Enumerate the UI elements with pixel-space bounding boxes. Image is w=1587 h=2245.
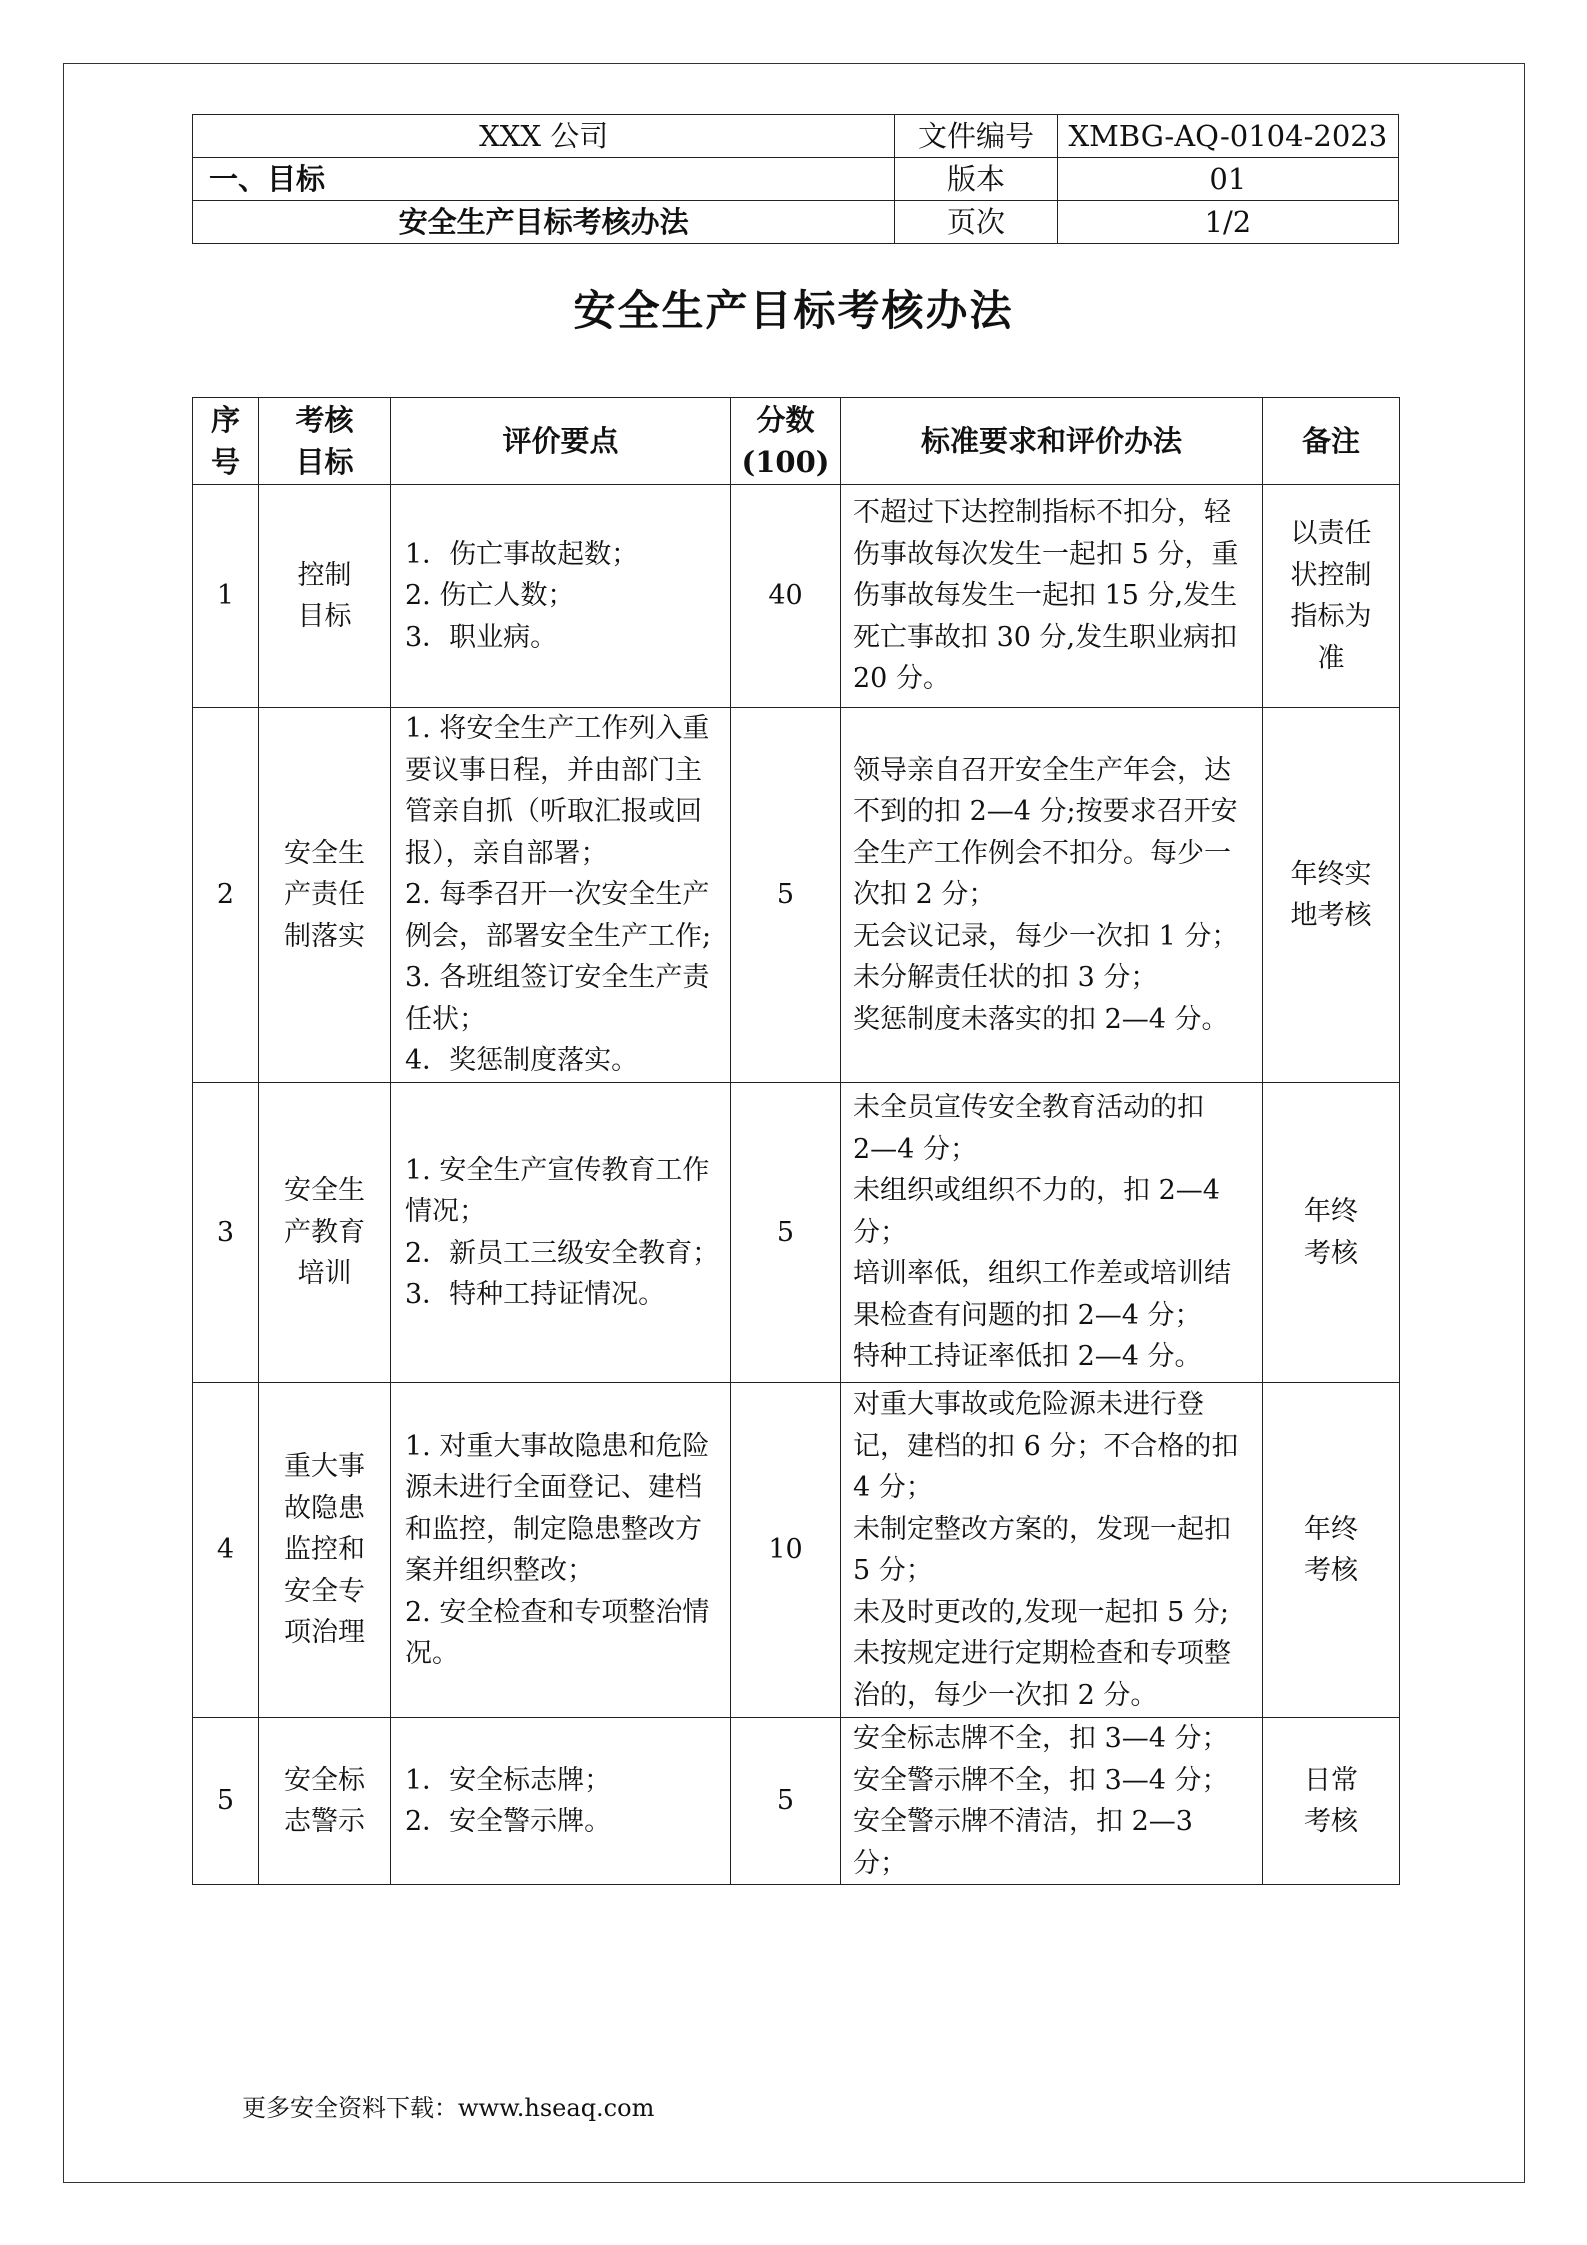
assessment-goal-line: 安全标	[284, 1764, 365, 1796]
table-row	[193, 1383, 1400, 1718]
table-header-row	[193, 398, 1400, 485]
evaluation-points-line: 1. 对重大事故隐患和危险	[405, 1430, 710, 1462]
assessment-goal-line: 重大事	[284, 1451, 365, 1483]
evaluation-points-line: 例会，部署安全生产工作;	[405, 920, 712, 952]
standard-method-line: 无会议记录，每少一次扣 1 分；	[853, 920, 1239, 952]
doc-number-value: XMBG-AQ-0104-2023	[1057, 115, 1398, 158]
assessment-goal-line: 制落实	[284, 920, 365, 952]
page-title: 安全生产目标考核办法	[573, 286, 1014, 335]
standard-method-line: 记，建档的扣 6 分；不合格的扣	[853, 1430, 1239, 1462]
evaluation-points	[391, 708, 731, 1083]
standard-method-line: 特种工持证率低扣 2—4 分。	[853, 1341, 1202, 1373]
column-header-goal: 考核 目标	[259, 398, 391, 485]
version-label: 版本	[895, 158, 1057, 201]
remark-line: 考核	[1304, 1806, 1358, 1837]
standard-method-line: 果检查有问题的扣 2—4 分；	[853, 1299, 1202, 1331]
standard-method-line: 不超过下达控制指标不扣分，轻	[853, 497, 1231, 529]
standard-method-line: 培训率低，组织工作差或培训结	[853, 1258, 1231, 1290]
evaluation-points-line: 1. 安全生产宣传教育工作	[405, 1154, 710, 1186]
row-number: 5	[193, 1718, 259, 1885]
standard-method-line: 安全标志牌不全，扣 3—4 分；	[853, 1723, 1229, 1754]
column-header-standard: 标准要求和评价办法	[841, 398, 1263, 485]
remark-line: 年终实	[1290, 858, 1372, 890]
standard-method-line: 分；	[853, 1216, 907, 1248]
assessment-table	[192, 397, 1400, 1885]
table-row	[193, 1083, 1400, 1383]
row-number: 4	[193, 1383, 259, 1718]
remark	[1263, 1718, 1400, 1885]
assessment-goal-line: 产教育	[284, 1216, 365, 1248]
standard-method-line: 安全警示牌不清洁，扣 2—3 分；	[853, 1806, 1202, 1879]
column-header-score: 分数 (100)	[731, 398, 841, 485]
standard-method-line: 死亡事故扣 30 分,发生职业病扣	[853, 621, 1238, 653]
evaluation-points-line: 管亲自抓（听取汇报或回	[405, 796, 702, 828]
standard-method-line: 5 分；	[853, 1555, 933, 1586]
standard-method	[841, 1718, 1263, 1885]
assessment-goal	[259, 1383, 391, 1718]
assessment-goal	[259, 1083, 391, 1383]
evaluation-points-line: 要议事日程，并由部门主	[405, 754, 702, 786]
evaluation-points-line: 案并组织整改；	[405, 1555, 594, 1586]
remark	[1263, 1083, 1400, 1383]
assessment-goal-line: 安全生	[284, 837, 365, 869]
company-name: XXX 公司	[193, 115, 895, 158]
standard-method-line: 4 分；	[853, 1472, 933, 1503]
remark-line: 指标为	[1290, 601, 1372, 632]
section-label: 一、目标	[193, 158, 895, 201]
standard-method-line: 全生产工作例会不扣分。每少一	[853, 837, 1231, 869]
standard-method	[841, 708, 1263, 1083]
remark-line: 年终	[1304, 1513, 1358, 1545]
evaluation-points-line: 任状；	[405, 1003, 486, 1035]
column-header-points: 评价要点	[391, 398, 731, 485]
evaluation-points-line: 况。	[405, 1638, 459, 1669]
evaluation-points-line: 2．新员工三级安全教育；	[405, 1237, 720, 1269]
standard-method-line: 伤事故每次发生一起扣 5 分，重	[853, 538, 1239, 570]
evaluation-points-line: 报），亲自部署；	[405, 837, 608, 869]
remark-line: 考核	[1304, 1237, 1358, 1269]
evaluation-points	[391, 1718, 731, 1885]
standard-method-line: 未按规定进行定期检查和专项整	[853, 1638, 1231, 1669]
standard-method-line: 2—4 分；	[853, 1133, 977, 1165]
evaluation-points-line: 2. 每季召开一次安全生产	[405, 879, 710, 911]
assessment-goal	[259, 485, 391, 708]
evaluation-points	[391, 485, 731, 708]
remark-line: 地考核	[1290, 900, 1372, 931]
remark-line: 以责任	[1290, 518, 1372, 549]
footer-link-text: 更多安全资料下载：www.hseaq.com	[242, 2094, 655, 2122]
evaluation-points-line: 1. 将安全生产工作列入重	[405, 713, 710, 745]
remark-line: 准	[1317, 642, 1345, 674]
standard-method	[841, 1083, 1263, 1383]
row-number: 2	[193, 708, 259, 1083]
version-value: 01	[1057, 158, 1398, 201]
standard-method-line: 伤事故每发生一起扣 15 分,发生	[853, 580, 1238, 612]
header-row	[193, 158, 1399, 201]
remark	[1263, 1383, 1400, 1718]
assessment-goal-line: 目标	[297, 601, 352, 632]
standard-method-line: 未分解责任状的扣 3 分；	[853, 962, 1158, 994]
standard-method-line: 未及时更改的,发现一起扣 5 分;	[853, 1596, 1230, 1628]
table-body	[193, 485, 1400, 1885]
evaluation-points-line: 2. 安全检查和专项整治情	[405, 1596, 710, 1628]
assessment-goal	[259, 1718, 391, 1885]
standard-method-line: 次扣 2 分；	[853, 879, 996, 911]
assessment-goal-line: 监控和	[284, 1534, 365, 1566]
score: 10	[731, 1383, 841, 1718]
remark	[1263, 485, 1400, 708]
standard-method-line: 不到的扣 2—4 分;按要求召开安	[853, 796, 1238, 828]
doc-number-label: 文件编号	[895, 115, 1057, 158]
standard-method-line: 未制定整改方案的，发现一起扣	[853, 1513, 1231, 1545]
standard-method-line: 20 分。	[853, 663, 950, 695]
evaluation-points-line: 3. 各班组签订安全生产责	[405, 962, 710, 994]
column-header-no: 序 号	[193, 398, 259, 485]
evaluation-points-line: 和监控，制定隐患整改方	[405, 1513, 702, 1545]
assessment-goal-line: 安全专	[284, 1575, 365, 1607]
row-number: 1	[193, 485, 259, 708]
page-label: 页次	[895, 201, 1057, 244]
evaluation-points-line: 3．特种工持证情况。	[405, 1279, 666, 1310]
score: 5	[731, 1083, 841, 1383]
remark	[1263, 708, 1400, 1083]
evaluation-points-line: 情况；	[405, 1196, 486, 1227]
evaluation-points-line: 2．安全警示牌。	[405, 1806, 612, 1837]
standard-method-line: 未全员宣传安全教育活动的扣	[853, 1092, 1204, 1124]
standard-method-line: 未组织或组织不力的，扣 2—4	[853, 1175, 1220, 1207]
page-value: 1/2	[1057, 201, 1398, 244]
remark-line: 日常	[1304, 1764, 1358, 1796]
row-number: 3	[193, 1083, 259, 1383]
table-row	[193, 708, 1400, 1083]
table-row	[193, 485, 1400, 708]
remark-line: 考核	[1304, 1555, 1358, 1586]
evaluation-points-line: 1．伤亡事故起数；	[405, 538, 639, 570]
remark-line: 年终	[1304, 1196, 1358, 1227]
standard-method-line: 对重大事故或危险源未进行登	[853, 1389, 1204, 1420]
score: 5	[731, 708, 841, 1083]
evaluation-points-line: 3．职业病。	[405, 621, 558, 653]
assessment-goal-line: 控制	[297, 559, 352, 591]
assessment-goal-line: 培训	[297, 1258, 352, 1290]
standard-method-line: 安全警示牌不全，扣 3—4 分；	[853, 1764, 1229, 1796]
assessment-goal-line: 志警示	[284, 1806, 365, 1837]
assessment-goal-line: 安全生	[284, 1175, 365, 1207]
remark-line: 状控制	[1290, 559, 1372, 591]
assessment-goal-line: 项治理	[284, 1617, 365, 1649]
evaluation-points	[391, 1083, 731, 1383]
assessment-goal-line: 故隐患	[284, 1492, 365, 1524]
evaluation-points-line: 4．奖惩制度落实。	[405, 1045, 639, 1077]
header-row	[193, 115, 1399, 158]
assessment-goal-line: 产责任	[284, 879, 365, 911]
evaluation-points	[391, 1383, 731, 1718]
evaluation-points-line: 1．安全标志牌；	[405, 1764, 612, 1796]
standard-method-line: 奖惩制度未落实的扣 2—4 分。	[853, 1003, 1229, 1035]
evaluation-points-line: 2. 伤亡人数；	[405, 580, 575, 612]
assessment-goal	[259, 708, 391, 1083]
standard-method	[841, 485, 1263, 708]
column-header-note: 备注	[1263, 398, 1400, 485]
doc-title-cell: 安全生产目标考核办法	[193, 201, 895, 244]
header-row	[193, 201, 1399, 244]
score: 5	[731, 1718, 841, 1885]
table-row	[193, 1718, 1400, 1885]
score: 40	[731, 485, 841, 708]
standard-method-line: 领导亲自召开安全生产年会，达	[853, 754, 1231, 786]
document-header-table	[192, 114, 1399, 244]
standard-method-line: 治的，每少一次扣 2 分。	[853, 1679, 1158, 1711]
standard-method	[841, 1383, 1263, 1718]
evaluation-points-line: 源未进行全面登记、建档	[405, 1472, 702, 1503]
